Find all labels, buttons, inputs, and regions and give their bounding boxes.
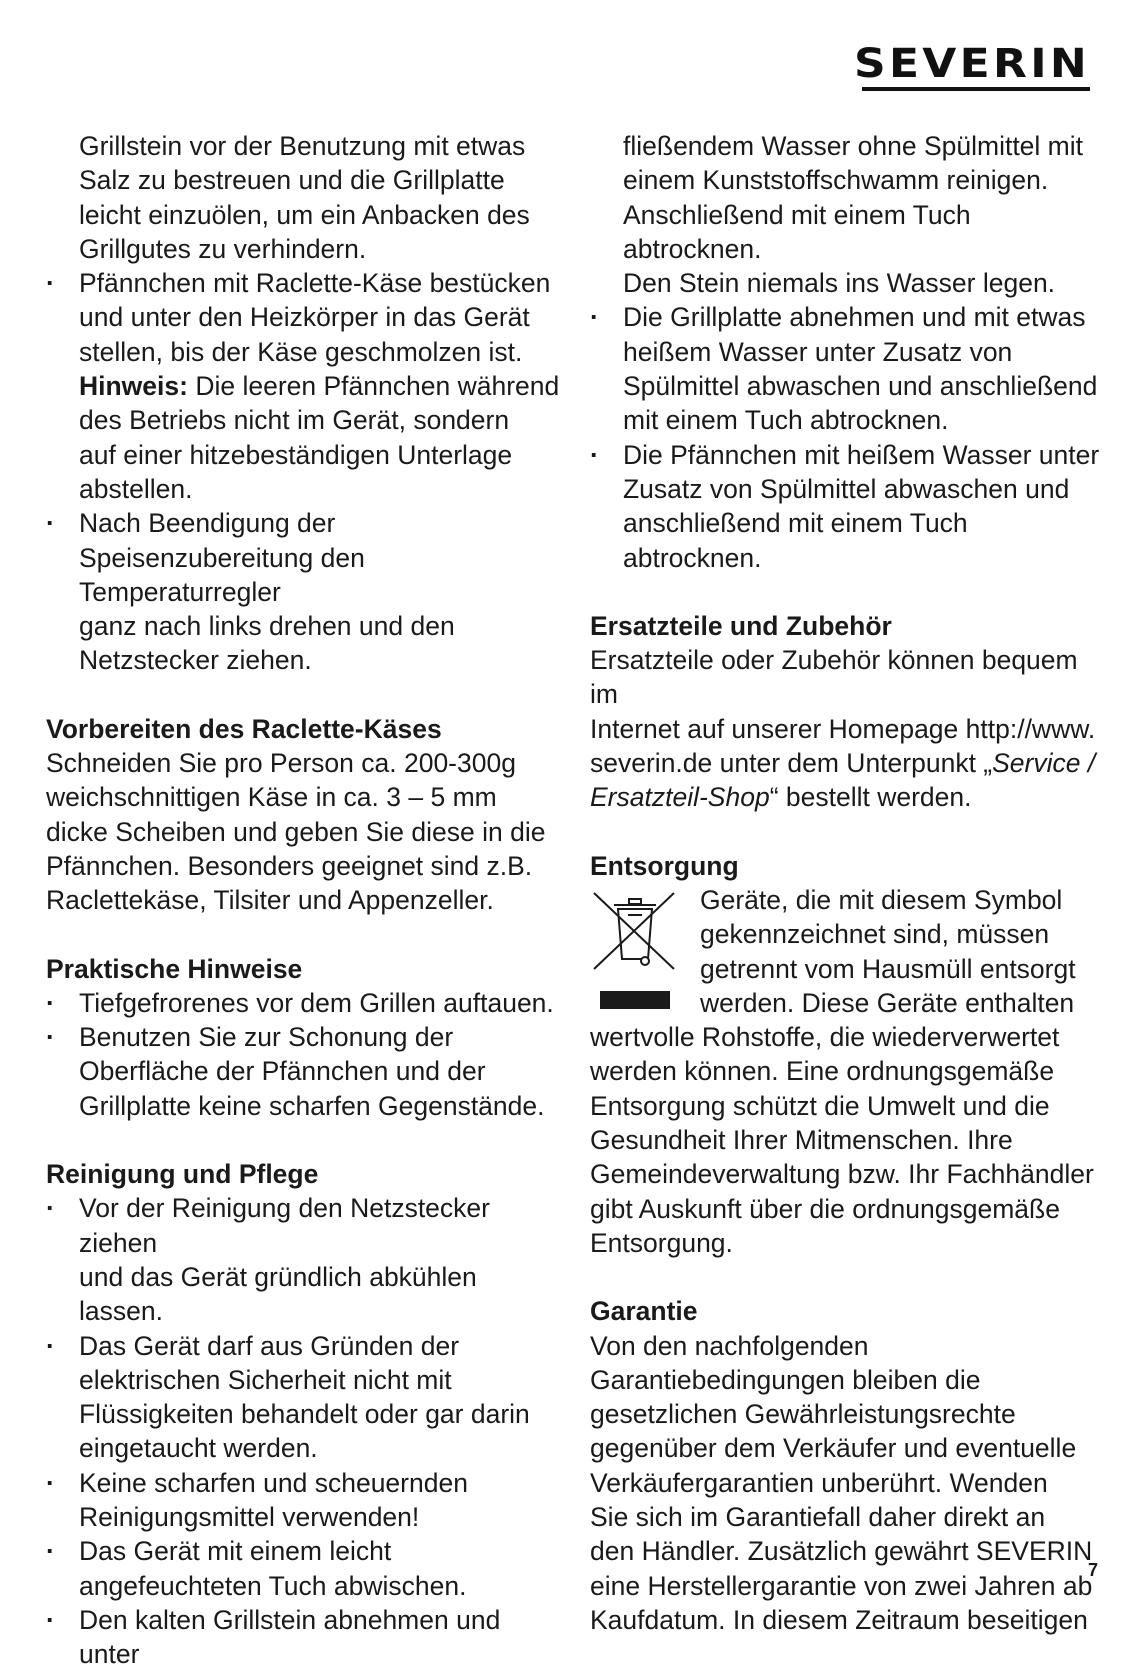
text-line: Reinigungsmittel verwenden!: [79, 1501, 420, 1532]
text-line: weichschnittigen Käse in ca. 3 – 5 mm: [46, 782, 497, 813]
continued-paragraph: [590, 129, 1110, 300]
text-line: Tiefgefrorenes vor dem Grillen auftauen.: [79, 987, 554, 1018]
text-line: Den kalten Grillstein abnehmen und unter: [79, 1604, 501, 1670]
text-line: Zusatz von Spülmittel abwaschen und: [623, 473, 1070, 504]
text-line: des Betriebs nicht im Gerät, sondern: [79, 405, 510, 436]
text-line: Anschließend mit einem Tuch abtrocknen.: [623, 199, 971, 264]
text-line: getrennt vom Hausmüll entsorgt: [700, 953, 1076, 984]
shop-link-text: Service /: [992, 748, 1096, 779]
section-gap: [590, 815, 1110, 849]
text-line: angefeuchteten Tuch abwischen.: [79, 1570, 467, 1601]
shop-link-text: Ersatzteil-Shop: [590, 782, 770, 813]
text-line: Entsorgung.: [590, 1227, 733, 1258]
section-gap: [590, 1260, 1110, 1294]
text-line: Gemeindeverwaltung bzw. Ihr Fachhändler: [590, 1159, 1094, 1190]
text-line: Flüssigkeiten behandelt oder gar darin: [79, 1399, 530, 1430]
bullet-marker: ·: [46, 1330, 55, 1361]
text-line: eingetaucht werden.: [79, 1433, 318, 1464]
text-line: Geräte, die mit diesem Symbol: [700, 884, 1063, 915]
bullet-marker: ·: [46, 1022, 55, 1053]
text-line: Ersatzteile oder Zubehör können bequem im: [590, 645, 1078, 710]
section-gap: [46, 1123, 566, 1157]
brand-logo: [853, 41, 1090, 91]
text-line: Grillplatte keine scharfen Gegenstände.: [79, 1090, 545, 1121]
text-line: wertvolle Rohstoffe, die wiederverwertet: [590, 1022, 1060, 1053]
list-item: [46, 986, 566, 1020]
text-line: abstellen.: [79, 473, 193, 504]
text-line: gibt Auskunft über die ordnungsgemäße: [590, 1193, 1060, 1224]
text-line: Verkäufergarantien unberührt. Wenden: [590, 1467, 1048, 1498]
bullet-marker: ·: [46, 1467, 55, 1498]
text-line: Den Stein niemals ins Wasser legen.: [623, 268, 1056, 299]
text-line: Kaufdatum. In diesem Zeitraum beseitigen: [590, 1604, 1088, 1635]
text-line: Salz zu bestreuen und die Grillplatte: [79, 165, 505, 196]
text-line: leicht einzuölen, um ein Anbacken des: [79, 199, 530, 230]
text-line: elektrischen Sicherheit nicht mit: [79, 1364, 452, 1395]
note-text: Die leeren Pfännchen während: [195, 371, 560, 402]
list-item: [46, 266, 566, 506]
logo-underline: [862, 87, 1090, 91]
list-item: [46, 1020, 566, 1123]
bullet-marker: ·: [46, 1193, 55, 1224]
text-segment: severin.de unter dem Unterpunkt „: [590, 748, 993, 779]
text-line: werden können. Eine ordnungsgemäße: [590, 1056, 1055, 1087]
list-item: [46, 1603, 566, 1671]
text-line: eine Herstellergarantie von zwei Jahren ab: [590, 1570, 1093, 1601]
list-item: [590, 438, 1110, 575]
text-line: Von den nachfolgenden: [590, 1330, 869, 1361]
section-heading: Ersatzteile und Zubehör: [590, 610, 892, 641]
list-item: [46, 506, 566, 677]
section-heading: Entsorgung: [590, 850, 739, 881]
text-line: [590, 780, 1110, 814]
list-item: [46, 1466, 566, 1535]
note-label: Hinweis:: [79, 371, 188, 402]
section-gap: [590, 575, 1110, 609]
brand-logo-text: SEVERIN: [853, 41, 1090, 87]
bullet-marker: ·: [46, 1536, 55, 1567]
text-line: Nach Beendigung der: [79, 508, 336, 539]
section-heading: Garantie: [590, 1296, 698, 1327]
text-line: Die Pfännchen mit heißem Wasser unter: [623, 439, 1100, 470]
text-line: Speisenzubereitung den Temperaturregler: [79, 542, 365, 607]
text-line: gesetzlichen Gewährleistungsrechte: [590, 1399, 1016, 1430]
text-line: einem Kunststoffschwamm reinigen.: [623, 165, 1049, 196]
intro-paragraph: [46, 129, 566, 266]
text-line: Benutzen Sie zur Schonung der: [79, 1022, 454, 1053]
text-line: ganz nach links drehen und den: [79, 611, 455, 642]
text-line: gekennzeichnet sind, müssen: [700, 919, 1050, 950]
text-line: Spülmittel abwaschen und anschließend: [623, 371, 1098, 402]
bullet-marker: ·: [46, 508, 55, 539]
text-line: werden. Diese Geräte enthalten: [700, 987, 1075, 1018]
text-line: Schneiden Sie pro Person ca. 200-300g: [46, 748, 516, 779]
bullet-marker: ·: [46, 268, 55, 299]
text-line: [590, 746, 1110, 780]
text-line: Entsorgung schützt die Umwelt und die: [590, 1090, 1050, 1121]
text-line: Netzstecker ziehen.: [79, 645, 312, 676]
bullet-marker: ·: [590, 302, 599, 333]
section-gap: [46, 678, 566, 712]
text-line: Vor der Reinigung den Netzstecker ziehen: [79, 1193, 490, 1258]
text-segment: “ bestellt werden.: [769, 782, 972, 813]
text-line: stellen, bis der Käse geschmolzen ist.: [79, 336, 523, 367]
text-line: Grillstein vor der Benutzung mit etwas: [79, 131, 526, 161]
text-line: den Händler. Zusätzlich gewährt SEVERIN: [590, 1536, 1093, 1567]
text-line: anschließend mit einem Tuch abtrocknen.: [623, 508, 968, 573]
section-heading: Reinigung und Pflege: [46, 1159, 319, 1190]
list-item: [590, 300, 1110, 437]
text-line: Oberfläche der Pfännchen und der: [79, 1056, 486, 1087]
section-gap: [46, 918, 566, 952]
text-line: Sie sich im Garantiefall daher direkt an: [590, 1501, 1046, 1532]
text-line: gegenüber dem Verkäufer und eventuelle: [590, 1433, 1077, 1464]
text-line: Raclettekäse, Tilsiter und Appenzeller.: [46, 885, 494, 916]
list-item: [46, 1191, 566, 1328]
text-line: heißem Wasser unter Zusatz von: [623, 336, 1013, 367]
note-line: [79, 369, 566, 403]
text-line: Pfännchen. Besonders geeignet sind z.B.: [46, 850, 533, 881]
text-line: fließendem Wasser ohne Spülmittel mit: [623, 131, 1083, 161]
text-line: Internet auf unserer Homepage http://www.: [590, 713, 1096, 744]
text-line: Gesundheit Ihrer Mitmenschen. Ihre: [590, 1125, 1013, 1156]
left-column: [46, 129, 566, 1671]
page-number: 7: [1087, 1560, 1098, 1580]
list-item: [46, 1534, 566, 1603]
bullet-marker: ·: [46, 987, 55, 1018]
text-line: Pfännchen mit Raclette-Käse bestücken: [79, 268, 551, 299]
section-heading: Praktische Hinweise: [46, 953, 303, 984]
crossed-out-bin-icon: [590, 887, 680, 1015]
text-line: Garantiebedingungen bleiben die: [590, 1364, 981, 1395]
text-line: dicke Scheiben und geben Sie diese in die: [46, 816, 546, 847]
text-line: und unter den Heizkörper in das Gerät: [79, 302, 530, 333]
text-line: Das Gerät darf aus Gründen der: [79, 1330, 460, 1361]
text-line: Das Gerät mit einem leicht: [79, 1536, 392, 1567]
bullet-marker: ·: [46, 1604, 55, 1635]
text-line: Grillgutes zu verhindern.: [79, 233, 367, 264]
disposal-block: [590, 883, 1110, 1020]
section-heading: Vorbereiten des Raclette-Käses: [46, 713, 442, 744]
text-line: Die Grillplatte abnehmen und mit etwas: [623, 302, 1086, 333]
bullet-marker: ·: [590, 439, 599, 470]
text-line: und das Gerät gründlich abkühlen lassen.: [79, 1261, 477, 1327]
right-column: [590, 129, 1110, 1637]
text-line: auf einer hitzebeständigen Unterlage: [79, 439, 513, 470]
list-item: [46, 1329, 566, 1466]
text-line: mit einem Tuch abtrocknen.: [623, 405, 949, 436]
text-line: Keine scharfen und scheuernden: [79, 1467, 468, 1498]
